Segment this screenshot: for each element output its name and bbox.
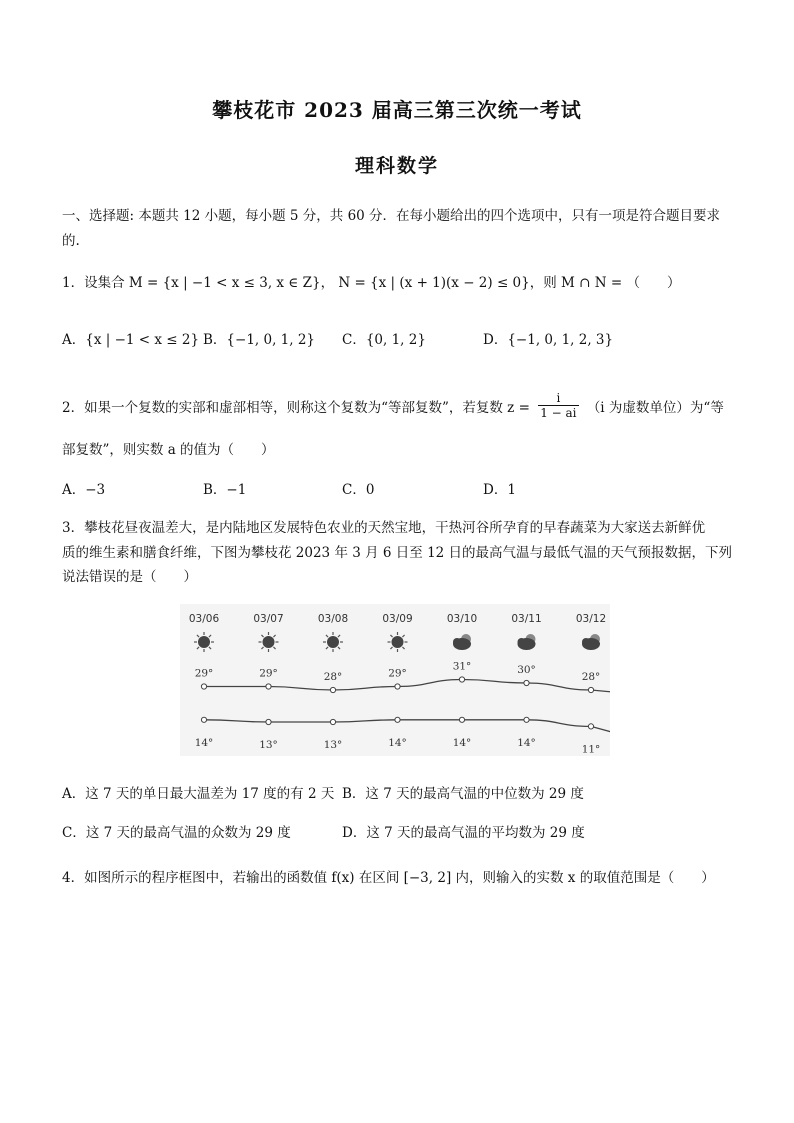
sun-icon xyxy=(198,636,210,648)
high-temp-point xyxy=(524,680,529,685)
sun-icon xyxy=(392,636,404,648)
low-temp-point xyxy=(524,717,529,722)
weather-chart-svg xyxy=(180,604,610,756)
date-label: 03/08 xyxy=(317,613,349,625)
q1-option-d: D．{−1, 0, 1, 2, 3} xyxy=(483,332,614,348)
low-temp-point xyxy=(395,717,400,722)
sun-ray xyxy=(273,635,275,637)
sun-ray xyxy=(390,635,392,637)
date-label: 03/11 xyxy=(511,613,542,625)
low-temp-point xyxy=(588,724,593,729)
q3-option-d: D．这 7 天的最高气温的平均数为 29 度 xyxy=(342,825,585,841)
q3-option-c: C．这 7 天的最高气温的众数为 29 度 xyxy=(62,825,291,841)
q2-option-d: D．1 xyxy=(483,482,516,498)
low-temp-point xyxy=(330,719,335,724)
low-temp-label: 14° xyxy=(452,736,472,749)
q1-option-c: C．{0, 1, 2} xyxy=(342,332,426,348)
date-label: 03/10 xyxy=(446,613,478,625)
sun-ray xyxy=(402,647,404,649)
high-temp-label: 28° xyxy=(323,671,343,683)
cloud-puff xyxy=(518,638,526,646)
q2-fraction xyxy=(538,391,578,420)
sun-ray xyxy=(261,635,263,637)
high-temp-point xyxy=(201,684,206,689)
question-2-line2: 部复数”，则实数 a 的值为（ ） xyxy=(62,442,275,458)
q2-option-a: A．−3 xyxy=(62,482,106,498)
sun-ray xyxy=(273,647,275,649)
cloud-puff xyxy=(582,638,590,646)
low-temp-line xyxy=(204,720,610,733)
low-temp-label: 14° xyxy=(388,736,407,749)
sun-ray xyxy=(326,635,328,637)
low-temp-point xyxy=(201,717,206,722)
high-temp-label: 29° xyxy=(259,667,278,680)
q2-option-c: C．0 xyxy=(342,482,375,498)
sun-ray xyxy=(390,647,392,649)
high-temp-point xyxy=(330,687,335,692)
low-temp-label: 14° xyxy=(517,736,536,749)
high-temp-label: 29° xyxy=(388,667,407,680)
date-label: 03/06 xyxy=(188,613,220,625)
q1-option-b: B．{−1, 0, 1, 2} xyxy=(203,332,316,348)
date-label: 03/07 xyxy=(253,613,284,625)
high-temp-point xyxy=(395,684,400,689)
q1-option-a: A．{x | −1 < x ≤ 2} xyxy=(62,332,200,348)
q2-text-after: （i 为虚数单位）为“等 xyxy=(586,400,724,416)
sun-ray xyxy=(197,635,199,637)
high-temp-label: 29° xyxy=(194,667,214,680)
q2-text-before: 2．如果一个复数的实部和虚部相等，则称这个复数为“等部复数”，若复数 z = xyxy=(62,400,530,416)
cloud-puff xyxy=(453,638,461,646)
high-temp-point xyxy=(588,687,593,692)
high-temp-line xyxy=(204,680,610,693)
weather-forecast-chart xyxy=(180,604,610,756)
q3-option-a: A．这 7 天的单日最大温差为 17 度的有 2 天 xyxy=(62,786,335,802)
low-temp-label: 11° xyxy=(581,743,601,756)
question-2-line1 xyxy=(62,391,724,423)
question-3-line2: 质的维生素和膳食纤维，下图为攀枝花 2023 年 3 月 6 日至 12 日的最高气温与最低气温的天气预报数据，下列 xyxy=(62,545,733,561)
high-temp-label: 30° xyxy=(517,664,536,676)
q3-option-b: B．这 7 天的最高气温的中位数为 29 度 xyxy=(342,786,584,802)
low-temp-label: 13° xyxy=(259,739,278,751)
sun-ray xyxy=(209,635,211,637)
question-3-line3: 说法错误的是（ ） xyxy=(62,569,197,585)
q2-fraction-numerator: i xyxy=(538,391,578,406)
sun-ray xyxy=(261,647,263,649)
sun-icon xyxy=(263,636,275,648)
date-label: 03/12 xyxy=(575,613,607,625)
high-temp-label: 28° xyxy=(581,671,601,683)
section-instructions-line1: 一、选择题: 本题共 12 小题，每小题 5 分，共 60 分．在每小题给出的四个选项中，只有一项是符合题目要求 xyxy=(62,208,721,224)
question-3-line1: 3．攀枝花昼夜温差大，是内陆地区发展特色农业的天然宝地，干热河谷所孕育的早春蔬菜为大家送去新鲜优 xyxy=(62,520,706,536)
sun-ray xyxy=(209,647,211,649)
exam-subtitle: 理科数学 xyxy=(354,155,439,177)
sun-ray xyxy=(338,635,340,637)
section-instructions-line2: 的. xyxy=(62,233,80,249)
sun-ray xyxy=(402,635,404,637)
sun-ray xyxy=(197,647,199,649)
high-temp-label: 31° xyxy=(452,660,472,673)
question-1: 1．设集合 M = {x | −1 < x ≤ 3, x ∈ Z}， N = {x | (x + 1)(x − 2) ≤ 0}，则 M ∩ N = （ ） xyxy=(62,275,681,291)
sun-ray xyxy=(326,647,328,649)
q2-fraction-denominator: 1 − ai xyxy=(540,406,577,420)
question-4: 4．如图所示的程序框图中，若输出的函数值 f(x) 在区间 [−3, 2] 内，则输入的实数 x 的取值范围是（ ） xyxy=(62,870,715,886)
high-temp-point xyxy=(266,684,271,689)
date-label: 03/09 xyxy=(382,613,413,625)
sun-ray xyxy=(338,647,340,649)
sun-icon xyxy=(327,636,339,648)
exam-title: 攀枝花市 2023 届高三第三次统一考试 xyxy=(212,98,582,122)
high-temp-point xyxy=(459,677,464,682)
low-temp-point xyxy=(266,719,271,724)
low-temp-label: 14° xyxy=(194,736,214,749)
low-temp-point xyxy=(459,717,464,722)
q2-option-b: B．−1 xyxy=(203,482,247,498)
low-temp-label: 13° xyxy=(323,739,343,751)
